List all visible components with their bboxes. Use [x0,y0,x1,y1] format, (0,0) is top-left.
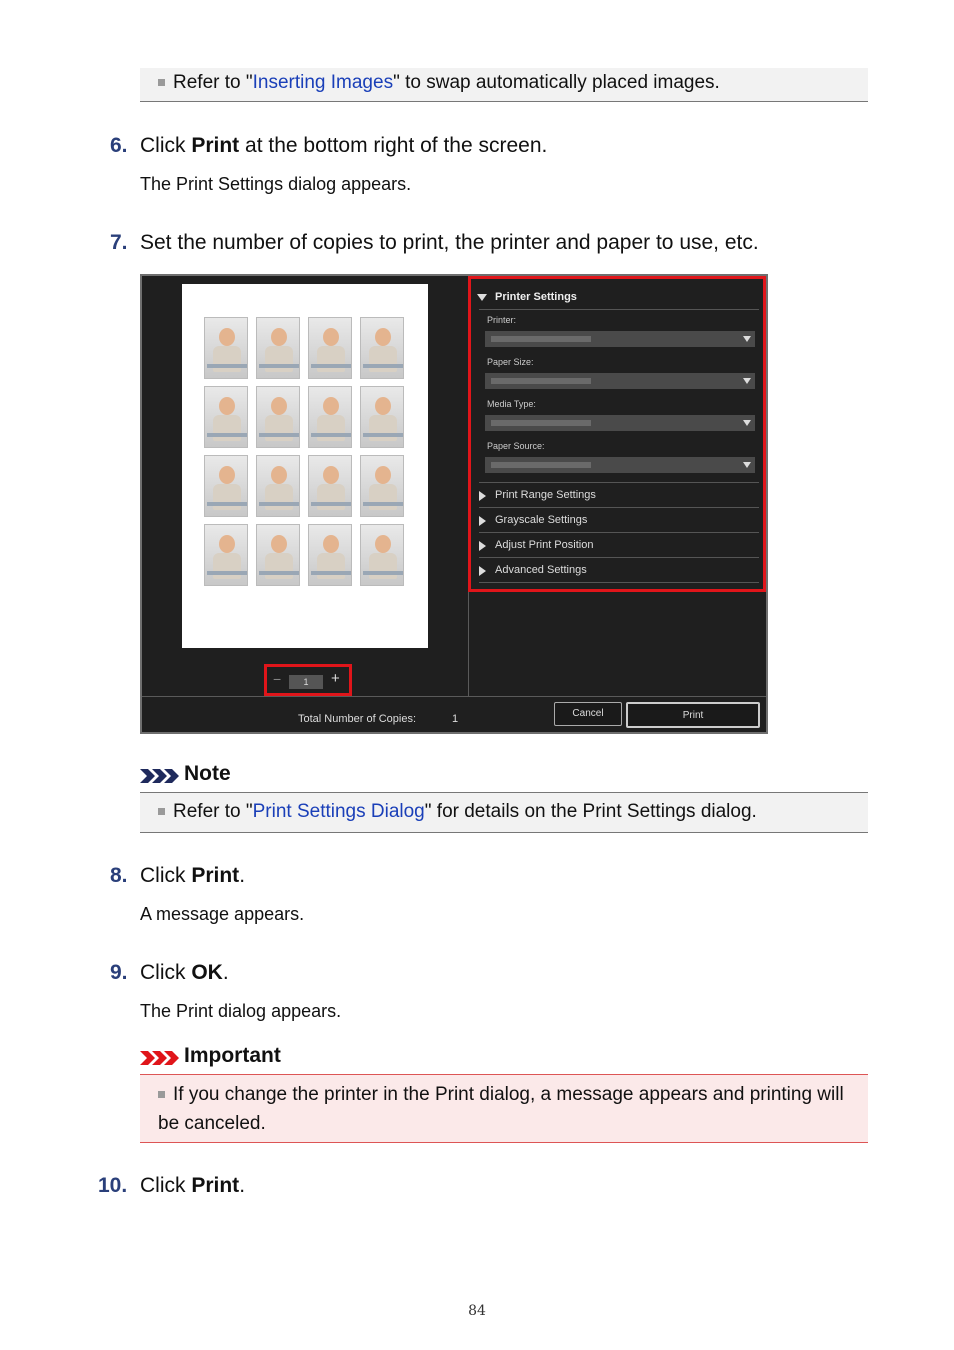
paper-source-select[interactable] [485,457,755,473]
photo-thumbnail [256,455,300,517]
separator [479,482,759,483]
printer-settings-panel [468,276,766,592]
copies-value[interactable]: 1 [289,675,323,689]
photo-thumbnail [308,524,352,586]
separator [479,532,759,533]
dropdown-arrow-icon [743,336,751,342]
bullet-icon [158,79,165,86]
total-copies-label: Total Number of Copies: [298,713,416,725]
adjust-print-position[interactable]: Adjust Print Position [495,539,594,551]
grayscale-settings[interactable]: Grayscale Settings [495,514,588,526]
step-6-number: 6. [110,134,128,157]
total-copies-value: 1 [452,713,459,725]
page-preview [182,284,428,648]
separator [479,507,759,508]
step-9-number: 9. [110,961,128,984]
separator [479,557,759,558]
important-arrows-icon [140,1049,180,1067]
step-6-text: Click Print at the bottom right of the screen. [140,134,548,157]
photo-thumbnail [308,455,352,517]
photo-thumbnail [360,317,404,379]
page-number: 84 [468,1303,486,1319]
note-panel [140,792,868,833]
printer-label: Printer: [487,315,517,325]
bullet-icon [158,808,165,815]
step-9-result: The Print dialog appears. [140,1001,342,1021]
step-7-number: 7. [110,231,128,254]
dropdown-arrow-icon [743,378,751,384]
note-arrows-icon [140,767,180,785]
photo-thumbnail [204,455,248,517]
note-text: Refer to "Print Settings Dialog" for details on the Print Settings dialog. [158,799,757,825]
step-6-result: The Print Settings dialog appears. [140,174,412,194]
photo-thumbnail [360,455,404,517]
photo-thumbnail [308,317,352,379]
note-heading: Note [140,762,231,786]
step-7-text: Set the number of copies to print, the printer and paper to use, etc. [140,231,759,254]
important-panel [140,1074,868,1143]
media-type-select[interactable] [485,415,755,431]
important-heading: Important [140,1044,281,1068]
photo-thumbnail [204,524,248,586]
step-8-text: Click Print. [140,864,246,887]
expand-icon[interactable] [479,541,486,551]
photo-thumbnail [308,386,352,448]
decrease-copies-button[interactable]: − [273,671,282,687]
dropdown-arrow-icon [743,462,751,468]
bullet-icon [158,1091,165,1098]
photo-thumbnail [256,386,300,448]
photo-thumbnail [204,386,248,448]
dropdown-arrow-icon [743,420,751,426]
printer-select[interactable] [485,331,755,347]
step-8-number: 8. [110,864,128,887]
top-note-panel [140,68,868,102]
step-10-text: Click Print. [140,1174,246,1197]
inserting-images-link[interactable]: Inserting Images [252,72,394,93]
paper-source-label: Paper Source: [487,441,545,451]
step-8-result: A message appears. [140,904,305,924]
top-note-text: Refer to "Inserting Images" to swap automatically placed images. [158,70,720,96]
expand-icon[interactable] [479,566,486,576]
photo-thumbnail [360,524,404,586]
photo-thumbnail [256,317,300,379]
copies-stepper [264,664,352,696]
print-button[interactable]: Print [626,702,760,728]
collapse-icon[interactable] [477,294,487,301]
photo-thumbnail [256,524,300,586]
footer-divider [142,696,766,697]
expand-icon[interactable] [479,491,486,501]
print-settings-screenshot [140,274,768,734]
advanced-settings[interactable]: Advanced Settings [495,564,587,576]
separator [479,582,759,583]
paper-size-select[interactable] [485,373,755,389]
print-settings-dialog-link[interactable]: Print Settings Dialog [252,801,425,822]
media-type-label: Media Type: [487,399,536,409]
photo-thumbnail [360,386,404,448]
expand-icon[interactable] [479,516,486,526]
printer-settings-title: Printer Settings [495,291,577,303]
step-10-number: 10. [98,1174,128,1197]
step-9-text: Click OK. [140,961,229,984]
separator [479,309,759,310]
print-range-settings[interactable]: Print Range Settings [495,489,596,501]
cancel-button[interactable]: Cancel [554,702,622,726]
increase-copies-button[interactable]: + [331,670,340,687]
paper-size-label: Paper Size: [487,357,534,367]
important-text: If you change the printer in the Print dialog, a message appears and printing will be canceled. [158,1084,844,1134]
photo-thumbnail [204,317,248,379]
